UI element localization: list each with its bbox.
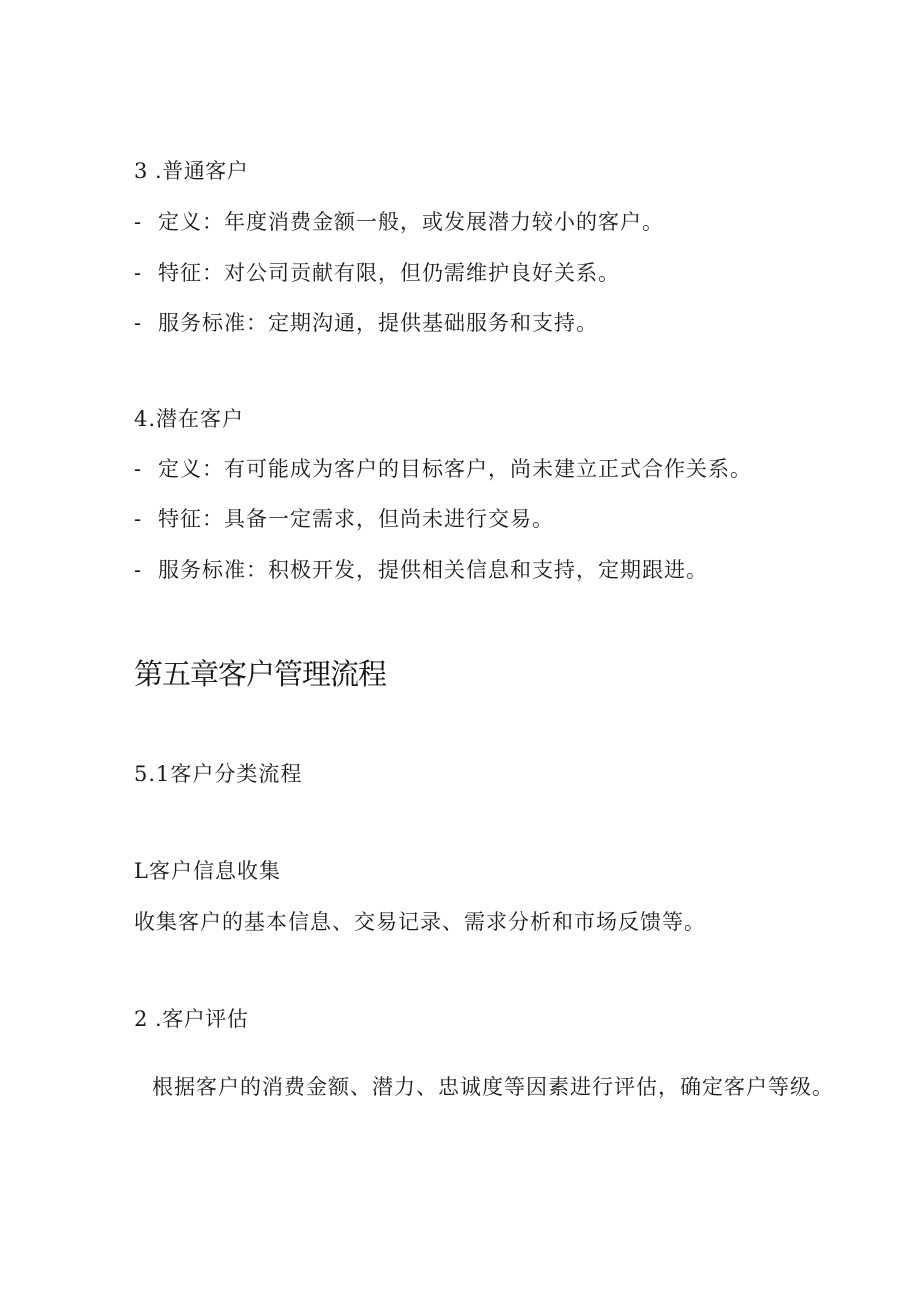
- step-1-body: 收集客户的基本信息、交易记录、需求分析和市场反馈等。: [134, 910, 706, 934]
- section-4-title: 4.潜在客户: [134, 407, 245, 431]
- bullet-dash: -: [134, 210, 143, 234]
- step-2-title: 2 .客户评估: [134, 1007, 249, 1031]
- bullet-text: 特征：对公司贡献有限，但仍需维护良好关系。: [158, 261, 620, 285]
- section-3-title: 3 .普通客户: [134, 159, 249, 183]
- bullet-text: 特征：具备一定需求，但尚未进行交易。: [158, 507, 554, 531]
- bullet-dash: -: [134, 311, 143, 335]
- section-4-feature: [134, 505, 554, 533]
- section-3-service: [134, 309, 598, 337]
- section-3-definition: [134, 208, 664, 236]
- step-2-body: 根据客户的消费金额、潜力、忠诚度等因素进行评估，确定客户等级。: [152, 1075, 834, 1099]
- bullet-text: 定义：年度消费金额一般，或发展潜力较小的客户。: [158, 210, 664, 234]
- bullet-dash: -: [134, 457, 143, 481]
- chapter-5-title: 第五章客户管理流程: [134, 657, 387, 691]
- bullet-dash: -: [134, 507, 143, 531]
- section-4-service: [134, 556, 708, 584]
- bullet-dash: -: [134, 261, 143, 285]
- bullet-dash: -: [134, 558, 143, 582]
- section-4-definition: [134, 455, 752, 483]
- section-3-feature: [134, 259, 620, 287]
- bullet-text: 服务标准：积极开发，提供相关信息和支持，定期跟进。: [158, 558, 708, 582]
- subsection-5-1-title: 5.1客户分类流程: [134, 762, 303, 786]
- bullet-text: 定义：有可能成为客户的目标客户，尚未建立正式合作关系。: [158, 457, 752, 481]
- step-1-title: L客户信息收集: [134, 859, 281, 883]
- bullet-text: 服务标准：定期沟通，提供基础服务和支持。: [158, 311, 598, 335]
